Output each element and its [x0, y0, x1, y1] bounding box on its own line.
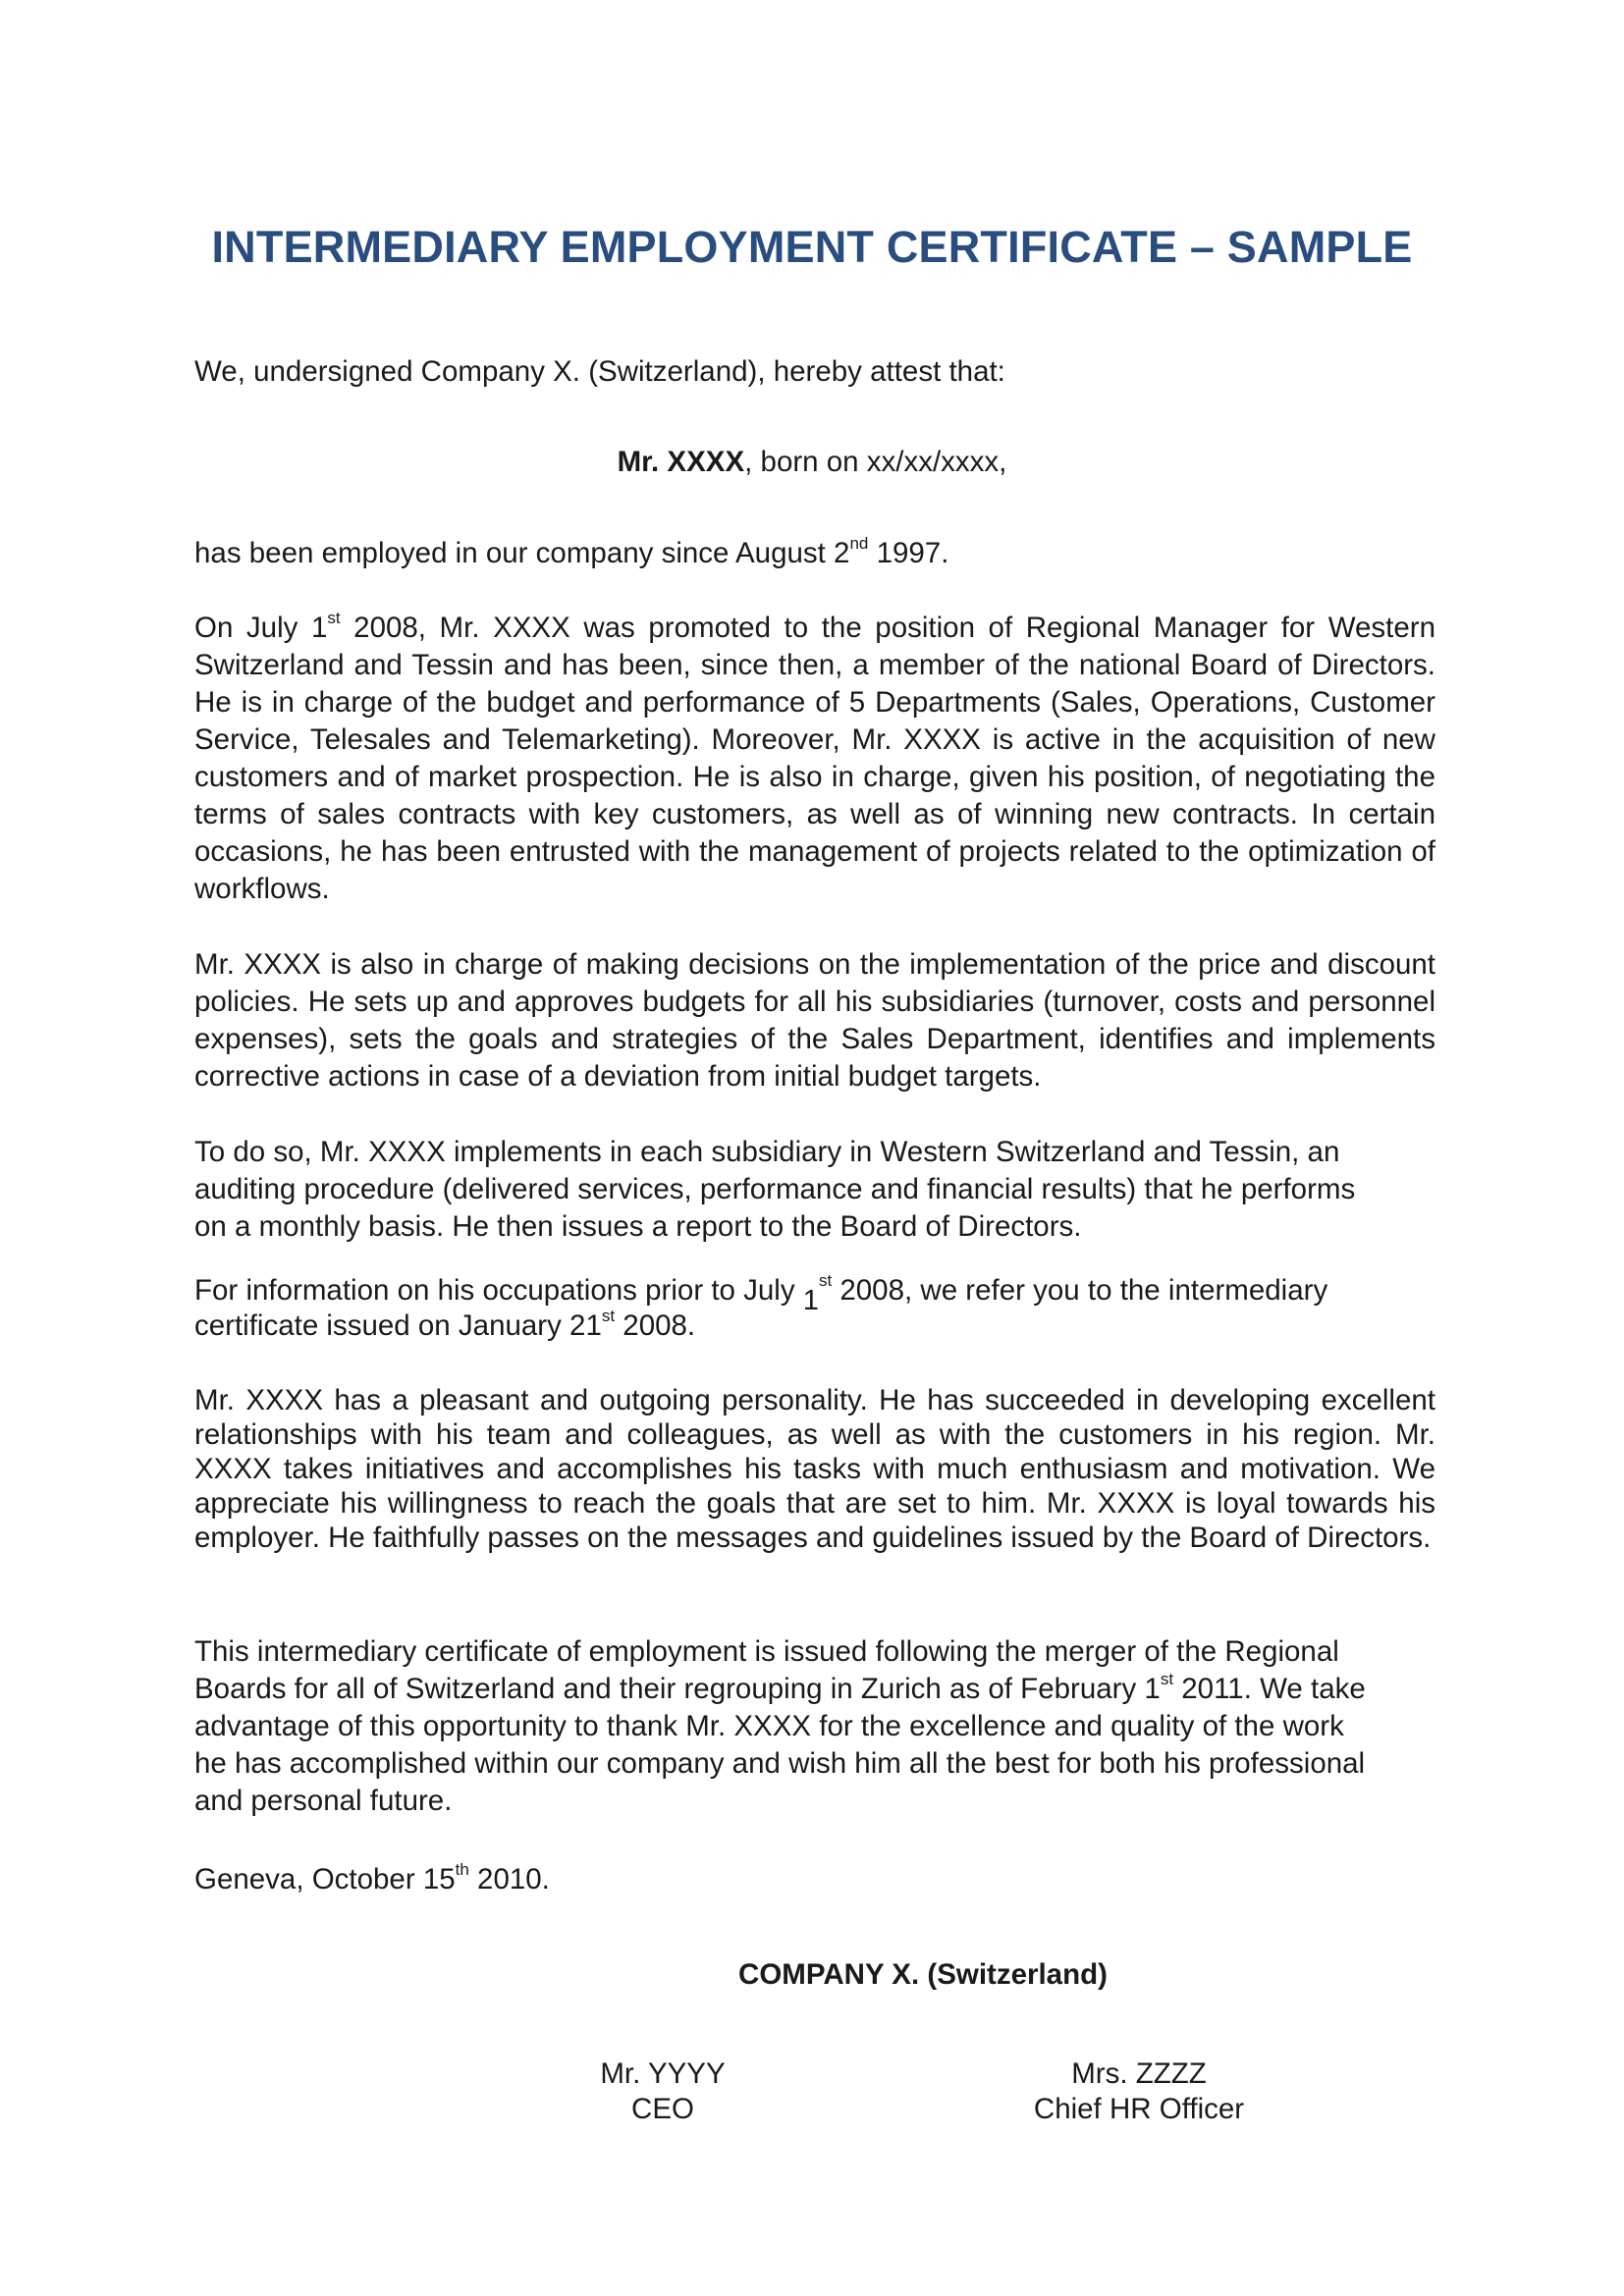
- para1-start: On July 1: [194, 612, 328, 644]
- paragraph-merger: [194, 1633, 1435, 1820]
- para3-line: auditing procedure (delivered services, performance and financial results) that he performs: [194, 1173, 1356, 1205]
- para4-text: 2008.: [615, 1309, 696, 1342]
- ordinal-suffix: st: [1160, 1670, 1174, 1689]
- signatory-ceo: [550, 2056, 776, 2127]
- company-name: COMPANY X. (Switzerland): [738, 1958, 1108, 1991]
- employment-start-line: [194, 535, 1435, 572]
- signatory-role: CEO: [631, 2093, 694, 2125]
- para6-line: [194, 1671, 1435, 1708]
- para3-line: on a monthly basis. He then issues a report to the Board of Directors.: [194, 1210, 1082, 1243]
- employment-start-year: 1997.: [868, 537, 949, 569]
- para4-text: 2008, we refer you to the intermediary: [832, 1274, 1328, 1307]
- employee-line: [0, 444, 1624, 481]
- paragraph-personality: Mr. XXXX has a pleasant and outgoing personality. He has succeeded in developing excellent relationships with his team and colleagues, as well as with the customers in his region. Mr. XXXX takes initiatives and accomplishes his tasks with much enthusiasm and motivation. We appreciate his willingness to reach the goals that are set to him. Mr. XXXX is loyal towards his employer. He faithfully passes on the messages and guidelines issued by the Board of Directors.: [194, 1384, 1435, 1554]
- para4-text: certificate issued on January 21: [194, 1309, 602, 1342]
- paragraph-responsibilities: Mr. XXXX is also in charge of making decisions on the implementation of the price and discount policies. He sets up and approves budgets for all his subsidiaries (turnover, costs and personnel expenses), sets the goals and strategies of the Sales Department, identifies and implements corrective actions in case of a deviation from initial budget targets.: [194, 948, 1435, 1093]
- para6-line: advantage of this opportunity to thank Mr. XXXX for the excellence and quality of the work: [194, 1710, 1344, 1742]
- date-year: 2010.: [468, 1863, 550, 1896]
- ordinal-suffix: th: [455, 1860, 469, 1880]
- employee-name: Mr. XXXX: [617, 446, 745, 478]
- paragraph-prior-occupations: [194, 1273, 1435, 1343]
- para3-line: To do so, Mr. XXXX implements in each subsidiary in Western Switzerland and Tessin, an: [194, 1136, 1340, 1168]
- employee-born: , born on xx/xx/xxxx,: [744, 446, 1007, 478]
- paragraph-auditing: [194, 1134, 1435, 1246]
- para4-day: 1: [802, 1285, 819, 1316]
- employment-start-text: has been employed in our company since August 2: [194, 537, 850, 569]
- para6-text: Boards for all of Switzerland and their regrouping in Zurich as of February 1: [194, 1673, 1161, 1705]
- ordinal-suffix: st: [327, 609, 341, 628]
- signatory-hr: [982, 2056, 1296, 2127]
- para6-text: 2011. We take: [1173, 1673, 1366, 1705]
- para6-line: and personal future.: [194, 1785, 453, 1817]
- para4-text: For information on his occupations prior to July: [194, 1274, 803, 1307]
- para4-line: [194, 1271, 1435, 1316]
- date-text: Geneva, October 15: [194, 1863, 456, 1896]
- ordinal-suffix: st: [601, 1307, 616, 1326]
- ordinal-suffix: st: [818, 1271, 833, 1291]
- signatory-name: Mr. YYYY: [600, 2057, 726, 2090]
- intro-line: We, undersigned Company X. (Switzerland), hereby attest that:: [194, 355, 1005, 388]
- date-line: [194, 1861, 1435, 1898]
- para6-line: This intermediary certificate of employment is issued following the merger of the Regional: [194, 1635, 1339, 1668]
- ordinal-suffix: nd: [849, 534, 869, 554]
- signatory-name: Mrs. ZZZZ: [1071, 2057, 1207, 2090]
- para6-line: he has accomplished within our company and wish him all the best for both his professional: [194, 1747, 1366, 1780]
- signatory-role: Chief HR Officer: [1033, 2093, 1245, 2125]
- document-title: INTERMEDIARY EMPLOYMENT CERTIFICATE – SAMPLE: [211, 222, 1413, 272]
- para1-body: 2008, Mr. XXXX was promoted to the position of Regional Manager for Western Switzerland and Tessin and has been, since then, a member of the national Board of Directors. He is in charge of the budget and performance of 5 Departments (Sales, Operations, Customer Service, Telesales and Telemarketing). Moreover, Mr. XXXX is active in the acquisition of new customers and of market prospection. He is also in charge, given his position, of negotiating the terms of sales contracts with key customers, as well as of winning new contracts. In certain occasions, he has been entrusted with the management of projects related to the optimization of workflows.: [194, 612, 1435, 905]
- paragraph-promotion: [194, 610, 1435, 908]
